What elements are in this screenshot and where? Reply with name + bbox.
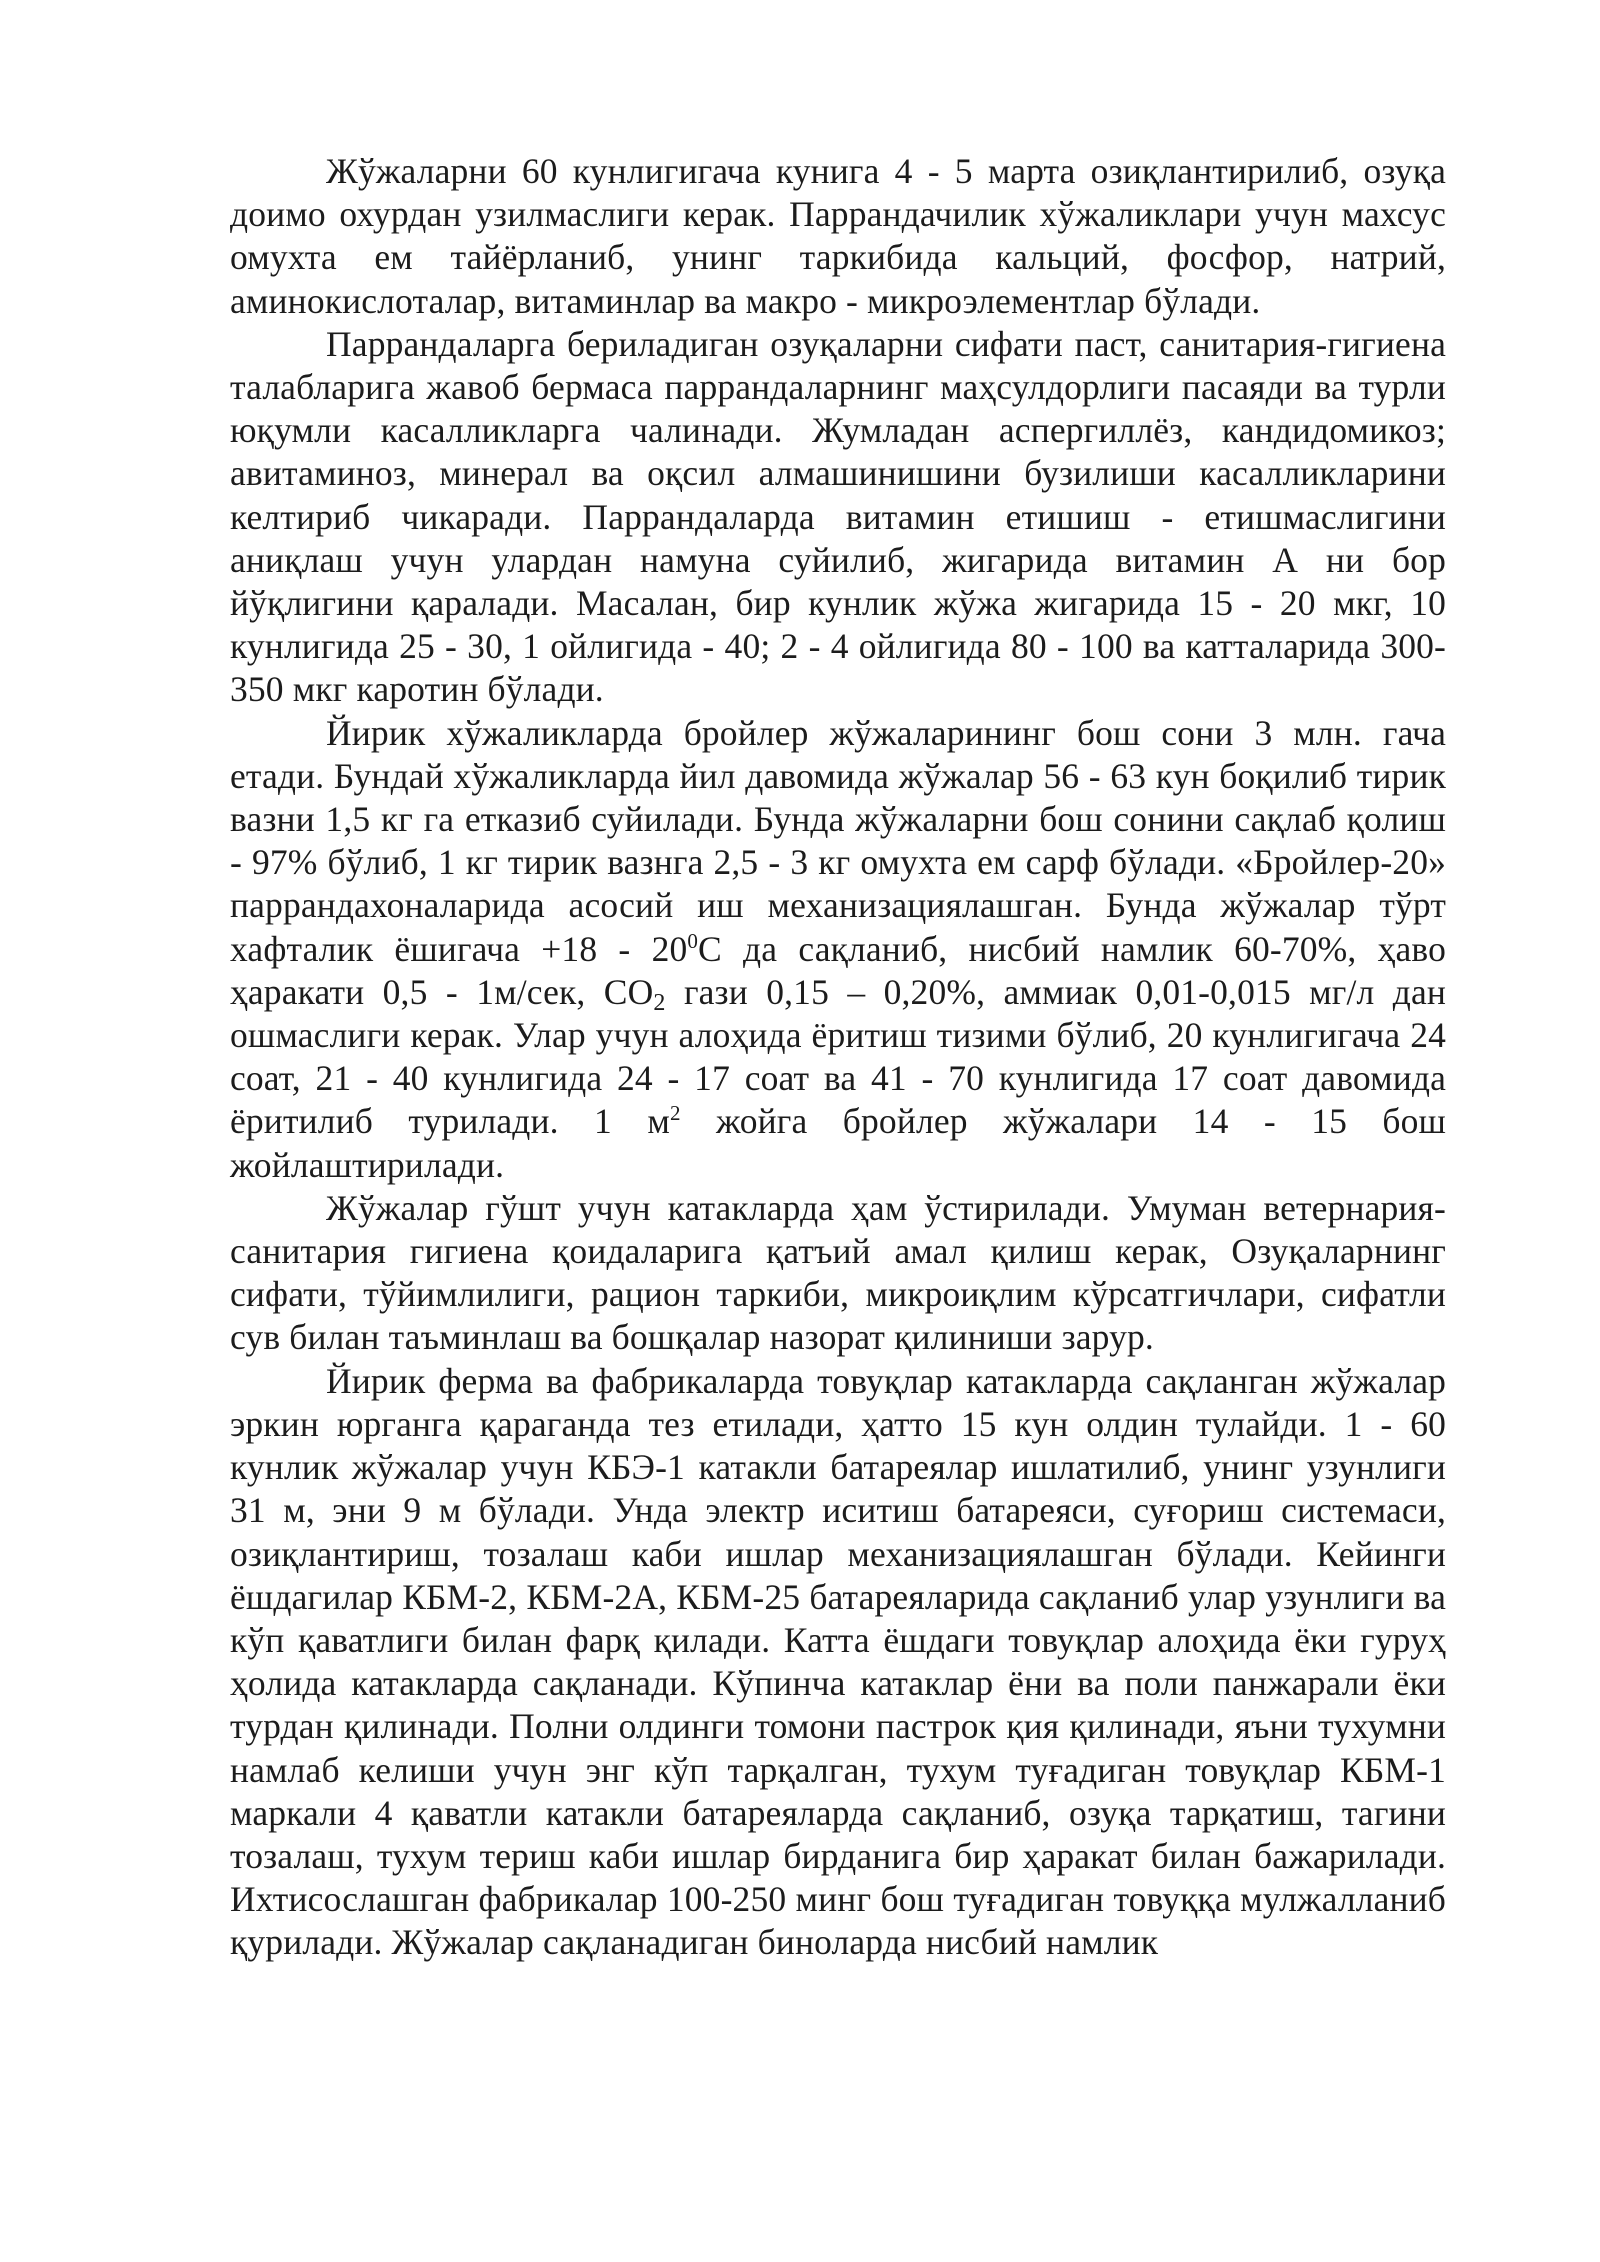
paragraph-chick-feeding bbox=[230, 150, 1446, 323]
paragraph-text-part: Йирик хўжаликларда бройлер жўжаларининг бош сони 3 млн. гача етади. Бундай хўжаликларда йил давомида жўжалар 56 - 63 кун боқилиб тирик вазни 1,5 кг га етказиб суйилади. Бунда жўжаларни бош сонини сақлаб қолиш - 97% бўлиб, 1 кг тирик вазнга 2,5 - 3 кг омухта ем сарф бўлади. «Бройлер-20» паррандахоналарида асосий иш механизациялашган. Бунда жўжалар тўрт хафталик ёшигача +18 - 20 bbox=[230, 712, 1446, 969]
co2-subscript: 2 bbox=[653, 989, 666, 1016]
square-meter-superscript: 2 bbox=[669, 1101, 681, 1126]
paragraph-text: Паррандаларга бериладиган озуқаларни сифати паст, санитария-гигиена талабларига жавоб бермаса паррандаларнинг маҳсулдорлиги пасаяди ва турли юқумли касалликларга чалинади. Жумладан аспергиллёз, кандидомикоз; авитаминоз, минерал ва оқсил алмашинишини бузилиши касалликларини келтириб чикаради. Паррандаларда витамин етишиш - етишмаслигини аниқлаш учун улардан намуна суйилиб, жигарида витамин А ни бор йўқлигини қаралади. Масалан, бир кунлик жўжа жигарида 15 - 20 мкг, 10 кунлигида 25 - 30, 1 ойлигида - 40; 2 - 4 ойлигида 80 - 100 ва катталарида 300-350 мкг каротин бўлади. bbox=[230, 323, 1446, 710]
paragraph-text-part: С да сақланиб, нисбий намлик 60-70%, ҳаво ҳаракати 0,5 - 1м/сек, СО bbox=[230, 928, 1446, 1012]
paragraph-text: Йирик ферма ва фабрикаларда товуқлар катакларда сақланган жўжалар эркин юрганга қараганда тез етилади, ҳатто 15 кун олдин тулайди. 1 - 60 кунлик жўжалар учун КБЭ-1 катакли батареялар ишлатилиб, унинг узунлиги 31 м, эни 9 м бўлади. Унда электр иситиш батареяси, суғориш системаси, озиқлантириш, тозалаш каби ишлар механизациялашган бўлади. Кейинги ёшдагилар КБМ-2, КБМ-2А, КБМ-25 батареяларида сақланиб улар узунлиги ва кўп қаватлиги билан фарқ қилади. Катта ёшдаги товуқлар алоҳида ёки гуруҳ ҳолида катакларда сақланади. Кўпинча катаклар ёни ва поли панжарали ёки турдан қилинади. Полни олдинги томони пастрок қия қилинади, яъни тухумни намлаб келиши учун энг кўп тарқалган, тухум туғадиган товуқлар КБМ-1 маркали 4 қаватли катакли батареяларда сақланиб, озуқа тарқатиш, тагини тозалаш, тухум териш каби ишлар бирданига бир ҳаракат билан бажарилади. Ихтисослашган фабрикалар 100-250 минг бош туғадиган товуққа мулжалланиб қурилади. Жўжалар сақланадиган биноларда нисбий намлик bbox=[230, 1360, 1446, 1963]
document-body bbox=[230, 150, 1446, 1965]
paragraph-text: Жўжаларни 60 кунлигигача кунига 4 - 5 марта озиқлантирилиб, озуқа доимо охурдан узилмаслиги керак. Паррандачилик хўжаликлари учун махсус омухта ем тайёрланиб, унинг таркибида кальций, фосфор, натрий, аминокислоталар, витаминлар ва макро - микроэлементлар бўлади. bbox=[230, 151, 1446, 321]
paragraph-text-part: жойга бройлер жўжалари 14 - 15 бош жойлаштирилади. bbox=[230, 1101, 1446, 1185]
paragraph-text-part: гази 0,15 – 0,20%, аммиак 0,01-0,015 мг/л дан ошмаслиги керак. Улар учун алоҳида ёритиш тизими бўлиб, 20 кунлигигача 24 соат, 21 - 40 кунлигида 24 - 17 соат ва 41 - 70 кунлигида 17 соат давомида ёритилиб турилади. 1 м bbox=[230, 971, 1447, 1142]
paragraph-broiler-farms bbox=[230, 712, 1446, 1187]
degree-superscript: 0 bbox=[687, 928, 699, 953]
paragraph-feed-quality bbox=[230, 323, 1446, 712]
paragraph-text: Жўжалар гўшт учун катакларда ҳам ўстирилади. Умуман ветернария-санитария гигиена қоидаларига қатъий амал қилиш керак, Озуқаларнинг сифати, тўйимлилиги, рацион таркиби, микроиқлим кўрсатгичлари, сифатли сув билан таъминлаш ва бошқалар назорат қилиниши зарур. bbox=[230, 1187, 1446, 1358]
paragraph-cage-batteries bbox=[230, 1360, 1446, 1965]
paragraph-cage-rearing bbox=[230, 1187, 1446, 1360]
